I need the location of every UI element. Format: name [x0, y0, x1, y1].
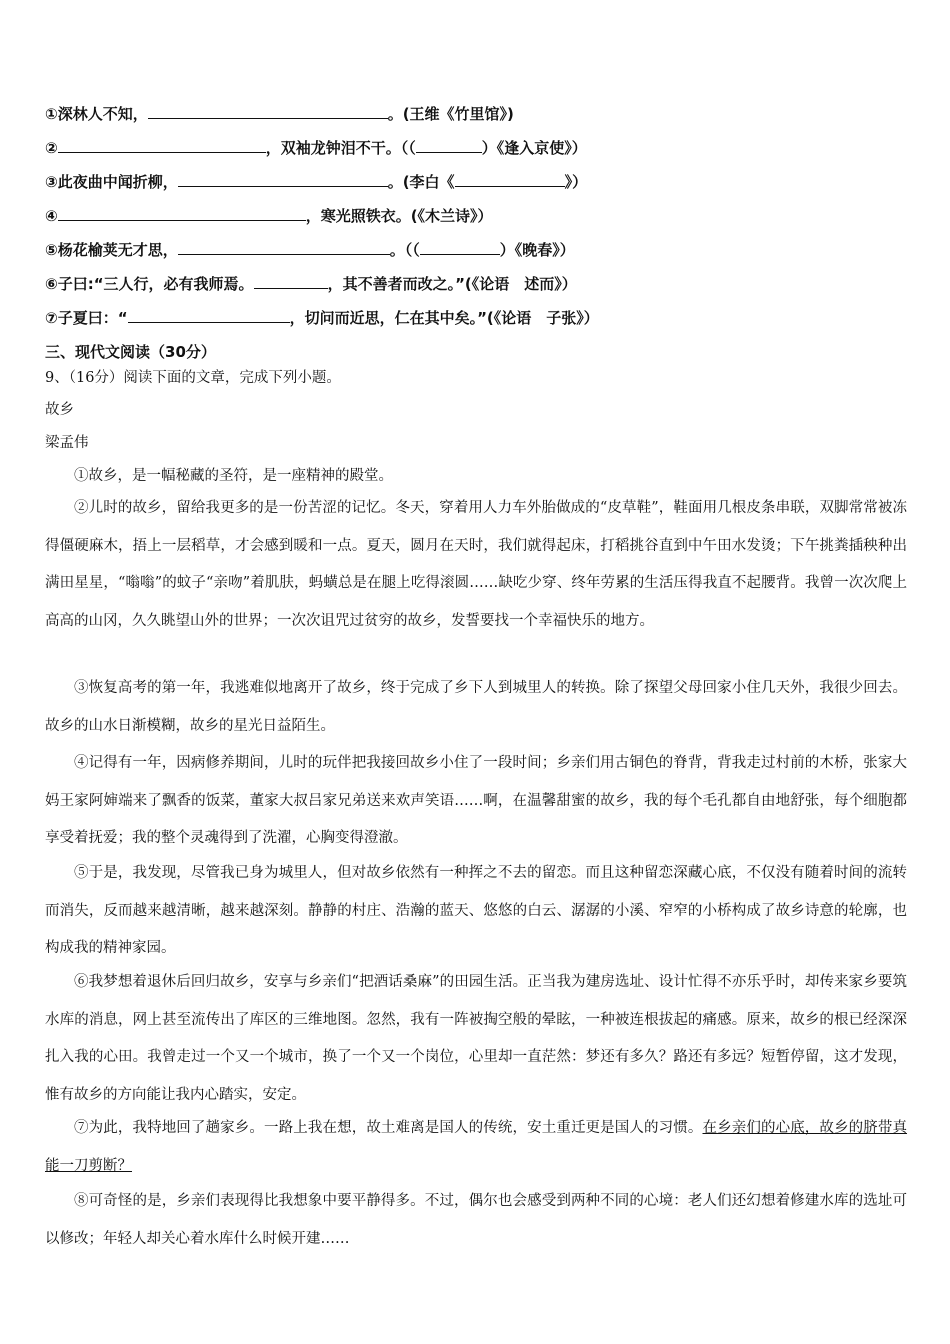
question-prompt: 9、（16分）阅读下面的文章，完成下列小题。 — [45, 370, 341, 386]
paragraph-3-text: ③恢复高考的第一年，我逃难似地离开了故乡，终于完成了乡下人到城里人的转换。除了探望父母回家小住几天外，我很少回去。故乡的山水日渐模糊，故乡的星光日益陌生。 — [45, 680, 907, 734]
paragraph-7 — [45, 1110, 907, 1185]
fill-line-6 — [45, 273, 577, 294]
fill-line-2-suffix: ）《逢入京使》） — [481, 139, 587, 157]
blank-3-title[interactable] — [455, 171, 565, 187]
fill-line-7 — [45, 307, 599, 328]
fill-line-5-mid: 。（（ — [389, 241, 420, 259]
article-title: 故乡 — [45, 402, 74, 418]
fill-line-2 — [45, 137, 587, 158]
fill-line-5 — [45, 239, 575, 260]
fill-line-7-prefix: ⑦子夏曰：“ — [45, 309, 128, 327]
paragraph-6 — [45, 964, 907, 1114]
fill-line-1-prefix: ①深林人不知， — [45, 105, 148, 123]
fill-line-1 — [45, 103, 514, 124]
fill-line-6-prefix: ⑥子曰:“三人行，必有我师焉。 — [45, 275, 254, 293]
paragraph-6-text: ⑥我梦想着退休后回归故乡，安享与乡亲们“把酒话桑麻”的田园生活。正当我为建房选址、设计忙得不亦乐乎时，却传来家乡要筑水库的消息，网上甚至流传出了库区的三维地图。忽然，我有一阵被掏空般的晕眩，一种被连根拔起的痛感。原来，故乡的根已经深深扎入我的心田。我曾走过一个又一个城市，换了一个又一个岗位，心里却一直茫然：梦还有多久？路还有多远？短暂停留，这才发现，惟有故乡的方向能让我内心踏实，安定。 — [45, 974, 907, 1103]
fill-line-3-prefix: ③此夜曲中闻折柳， — [45, 173, 178, 191]
fill-line-4-prefix: ④ — [45, 207, 58, 225]
section-title: 三、现代文阅读（30分） — [45, 343, 216, 361]
fill-line-6-suffix: ，其不善者而改之。”(《论语 述而》） — [327, 275, 577, 293]
blank-2-author[interactable] — [416, 137, 482, 153]
paragraph-2 — [45, 490, 907, 640]
paragraph-2-text: ②儿时的故乡，留给我更多的是一份苦涩的记忆。冬天，穿着用人力车外胎做成的“皮草鞋”，鞋面用几根皮条串联，双脚常常被冻得僵硬麻木，捂上一层稻草，才会感到暖和一点。夏天，圆月在天时，我们就得起床，打稻挑谷直到中午田水发烫；下午挑粪插秧种出满田星星，“嗡嗡”的蚊子“亲吻”着肌肤，蚂蟥总是在腿上吃得滚圆……缺吃少穿、终年劳累的生活压得我直不起腰背。我曾一次次爬上高高的山冈，久久眺望山外的世界；一次次诅咒过贫穷的故乡，发誓要找一个幸福快乐的地方。 — [45, 500, 907, 629]
blank-3[interactable] — [178, 171, 388, 187]
blank-5[interactable] — [178, 239, 390, 255]
blank-2[interactable] — [58, 137, 266, 153]
paragraph-1-text: ①故乡，是一幅秘藏的圣符，是一座精神的殿堂。 — [74, 468, 393, 484]
fill-line-1-suffix: 。(王维《竹里馆》) — [387, 105, 514, 123]
blank-6[interactable] — [254, 273, 328, 289]
blank-5-author[interactable] — [420, 239, 500, 255]
fill-line-3 — [45, 171, 587, 192]
blank-4[interactable] — [58, 205, 306, 221]
paragraph-8-text: ⑧可奇怪的是，乡亲们表现得比我想象中要平静得多。不过，偶尔也会感受到两种不同的心境：老人们还幻想着修建水库的选址可以修改；年轻人却关心着水库什么时候开建…… — [45, 1193, 907, 1247]
fill-line-2-mid: ，双袖龙钟泪不干。（（ — [265, 139, 416, 157]
fill-line-3-suffix: 》） — [564, 173, 588, 191]
paragraph-4-text: ④记得有一年，因病修养期间，儿时的玩伴把我接回故乡小住了一段时间；乡亲们用古铜色的脊背，背我走过村前的木桥，张家大妈王家阿婶端来了飘香的饭菜，董家大叔吕家兄弟送来欢声笑语……啊，在温馨甜蜜的故乡，我的每个毛孔都自由地舒张，每个细胞都享受着抚爱；我的整个灵魂得到了洗濯，心胸变得澄澈。 — [45, 755, 907, 846]
paragraph-3 — [45, 670, 907, 745]
fill-line-4 — [45, 205, 493, 226]
paragraph-5-text: ⑤于是，我发现，尽管我已身为城里人，但对故乡依然有一种挥之不去的留恋。而且这种留恋深藏心底，不仅没有随着时间的流转而消失，反而越来越清晰，越来越深刻。静静的村庄、浩瀚的蓝天、悠悠的白云、潺潺的小溪、窄窄的小桥构成了故乡诗意的轮廓，也构成我的精神家园。 — [45, 865, 907, 956]
fill-line-4-suffix: ，寒光照铁衣。(《木兰诗》） — [305, 207, 493, 225]
paragraph-5 — [45, 855, 907, 968]
blank-7[interactable] — [128, 307, 290, 323]
fill-line-5-prefix: ⑤杨花榆荚无才思， — [45, 241, 178, 259]
fill-line-2-prefix: ② — [45, 139, 58, 157]
paragraph-4 — [45, 745, 907, 858]
paragraph-8 — [45, 1183, 907, 1258]
paragraph-7-text: ⑦为此，我特地回了趟家乡。一路上我在想，故土难离是国人的传统，安土重迁更是国人的习惯。 — [74, 1120, 703, 1136]
article-author: 梁孟伟 — [45, 435, 89, 451]
fill-line-5-suffix: ）《晚春》） — [499, 241, 575, 259]
blank-1[interactable] — [148, 103, 388, 119]
fill-line-7-suffix: ，切问而近思，仁在其中矣。”(《论语 子张》） — [289, 309, 599, 327]
fill-line-3-mid: 。(李白《 — [387, 173, 455, 191]
underlined-sentence: 在乡亲们的心底，故乡的脐带真能一刀剪断？ — [45, 1120, 908, 1174]
